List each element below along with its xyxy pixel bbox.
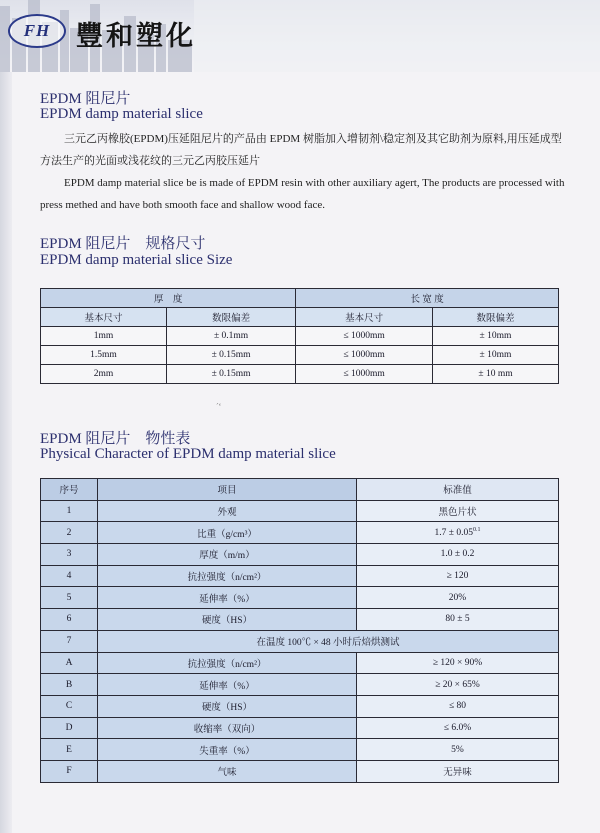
table-cell: ≥ 20 × 65%: [357, 674, 559, 696]
table-row: [41, 365, 559, 384]
table-cell: ≤ 80: [357, 695, 559, 717]
table-cell: ± 10 mm: [432, 365, 558, 384]
company-logo: FH: [8, 14, 66, 48]
section3-title-en: Physical Character of EPDM damp material slice: [40, 446, 336, 462]
table-cell: ≤ 6.0%: [357, 717, 559, 739]
table-cell: 6: [41, 609, 98, 631]
section1-desc-en: EPDM damp material slice be is made of EPDM resin with other auxiliary agert, The products are processed with press methed and have both smooth face and shallow wood face.: [40, 177, 565, 211]
physical-properties-table: [40, 478, 559, 783]
table-cell: ≥ 120: [357, 565, 559, 587]
table-cell: 1mm: [41, 327, 167, 346]
table-header-cell: 数限偏差: [432, 308, 558, 327]
table-header-row: [41, 479, 559, 501]
table-cell: 5%: [357, 739, 559, 761]
table-cell: 1.0 ± 0.2: [357, 544, 559, 566]
section2-title-cn: EPDM 阻尼片 规格尺寸: [40, 236, 206, 252]
table-cell: ≥ 120 × 90%: [357, 652, 559, 674]
table-row: [41, 565, 559, 587]
section2-title-en: EPDM damp material slice Size: [40, 252, 233, 268]
table-row: [41, 674, 559, 696]
table-cell: ≤ 1000mm: [296, 365, 433, 384]
table-row-bake-test: [41, 630, 559, 652]
table-cell: ± 10mm: [432, 327, 558, 346]
table-row: [41, 500, 559, 522]
table-cell: 无异味: [357, 760, 559, 782]
table-row: [41, 587, 559, 609]
table-cell: ± 0.15mm: [166, 365, 295, 384]
size-table: [40, 288, 559, 384]
table-cell: C: [41, 695, 98, 717]
table-cell: 收缩率（双向）: [98, 717, 357, 739]
table-cell: 2: [41, 522, 98, 544]
table-cell: 1: [41, 500, 98, 522]
table-header-cell: 基本尺寸: [296, 308, 433, 327]
table-cell: 1.5mm: [41, 346, 167, 365]
section3-title-cn: EPDM 阻尼片 物性表: [40, 431, 191, 447]
table-cell: 4: [41, 565, 98, 587]
table-cell: 抗拉强度（n/cm²）: [98, 652, 357, 674]
table-header-cell: 标准值: [357, 479, 559, 501]
size-table-group-header: [41, 289, 559, 308]
thickness-header: 厚 度: [41, 289, 296, 308]
table-cell: 延伸率（%）: [98, 587, 357, 609]
table-cell: 80 ± 5: [357, 609, 559, 631]
table-row: [41, 652, 559, 674]
size-table-subheader: [41, 308, 559, 327]
table-cell: 3: [41, 544, 98, 566]
table-row: [41, 522, 559, 544]
specific-gravity-value: 1.7 ± 0.05: [434, 528, 473, 539]
section1-title-cn: EPDM 阻尼片: [40, 91, 131, 107]
table-cell: A: [41, 652, 98, 674]
table-cell: [357, 522, 559, 544]
table-cell: 硬度（HS）: [98, 609, 357, 631]
table-cell: B: [41, 674, 98, 696]
brand-name: 豐和塑化: [76, 21, 196, 52]
bake-test-condition: 在温度 100℃ × 48 小时后焙烘测试: [98, 630, 559, 652]
table-cell: D: [41, 717, 98, 739]
table-cell: ≤ 1000mm: [296, 346, 433, 365]
table-cell: 硬度（HS）: [98, 695, 357, 717]
section1-desc-cn: 三元乙丙橡胶(EPDM)压延阻尼片的产品由 EPDM 树脂加入增韧剂\稳定剂及其它助剂为原料,用压延成型方法生产的光面或浅花纹的三元乙丙胶压延片: [40, 133, 562, 167]
table-cell: F: [41, 760, 98, 782]
tolerance-superscript: 0.1: [472, 527, 481, 534]
table-row: [41, 346, 559, 365]
table-row: [41, 739, 559, 761]
length-width-header: 长 宽 度: [296, 289, 559, 308]
table-cell: 延伸率（%）: [98, 674, 357, 696]
table-cell: 5: [41, 587, 98, 609]
table-cell: 黑色片状: [357, 500, 559, 522]
table-cell: ± 0.1mm: [166, 327, 295, 346]
header-banner: [0, 0, 600, 72]
table-cell: 20%: [357, 587, 559, 609]
table-cell: 失重率（%）: [98, 739, 357, 761]
table-cell: 7: [41, 630, 98, 652]
table-cell: ≤ 1000mm: [296, 327, 433, 346]
table-header-cell: 项目: [98, 479, 357, 501]
table-row: [41, 717, 559, 739]
table-cell: E: [41, 739, 98, 761]
table-cell: 比重（g/cm³）: [98, 522, 357, 544]
table-header-cell: 数限偏差: [166, 308, 295, 327]
section1-title-en: EPDM damp material slice: [40, 106, 203, 122]
table-cell: ± 10mm: [432, 346, 558, 365]
table-cell: 2mm: [41, 365, 167, 384]
table-row: [41, 609, 559, 631]
table-row: [41, 695, 559, 717]
print-speck: ˊ‘: [216, 402, 222, 411]
table-cell: 外观: [98, 500, 357, 522]
table-row: [41, 760, 559, 782]
table-header-cell: 基本尺寸: [41, 308, 167, 327]
page-edge-shadow: [0, 0, 12, 833]
table-cell: ± 0.15mm: [166, 346, 295, 365]
table-row: [41, 327, 559, 346]
table-cell: 抗拉强度（n/cm²）: [98, 565, 357, 587]
table-cell: 气味: [98, 760, 357, 782]
table-cell: 厚度（m/m）: [98, 544, 357, 566]
table-row: [41, 544, 559, 566]
table-header-cell: 序号: [41, 479, 98, 501]
